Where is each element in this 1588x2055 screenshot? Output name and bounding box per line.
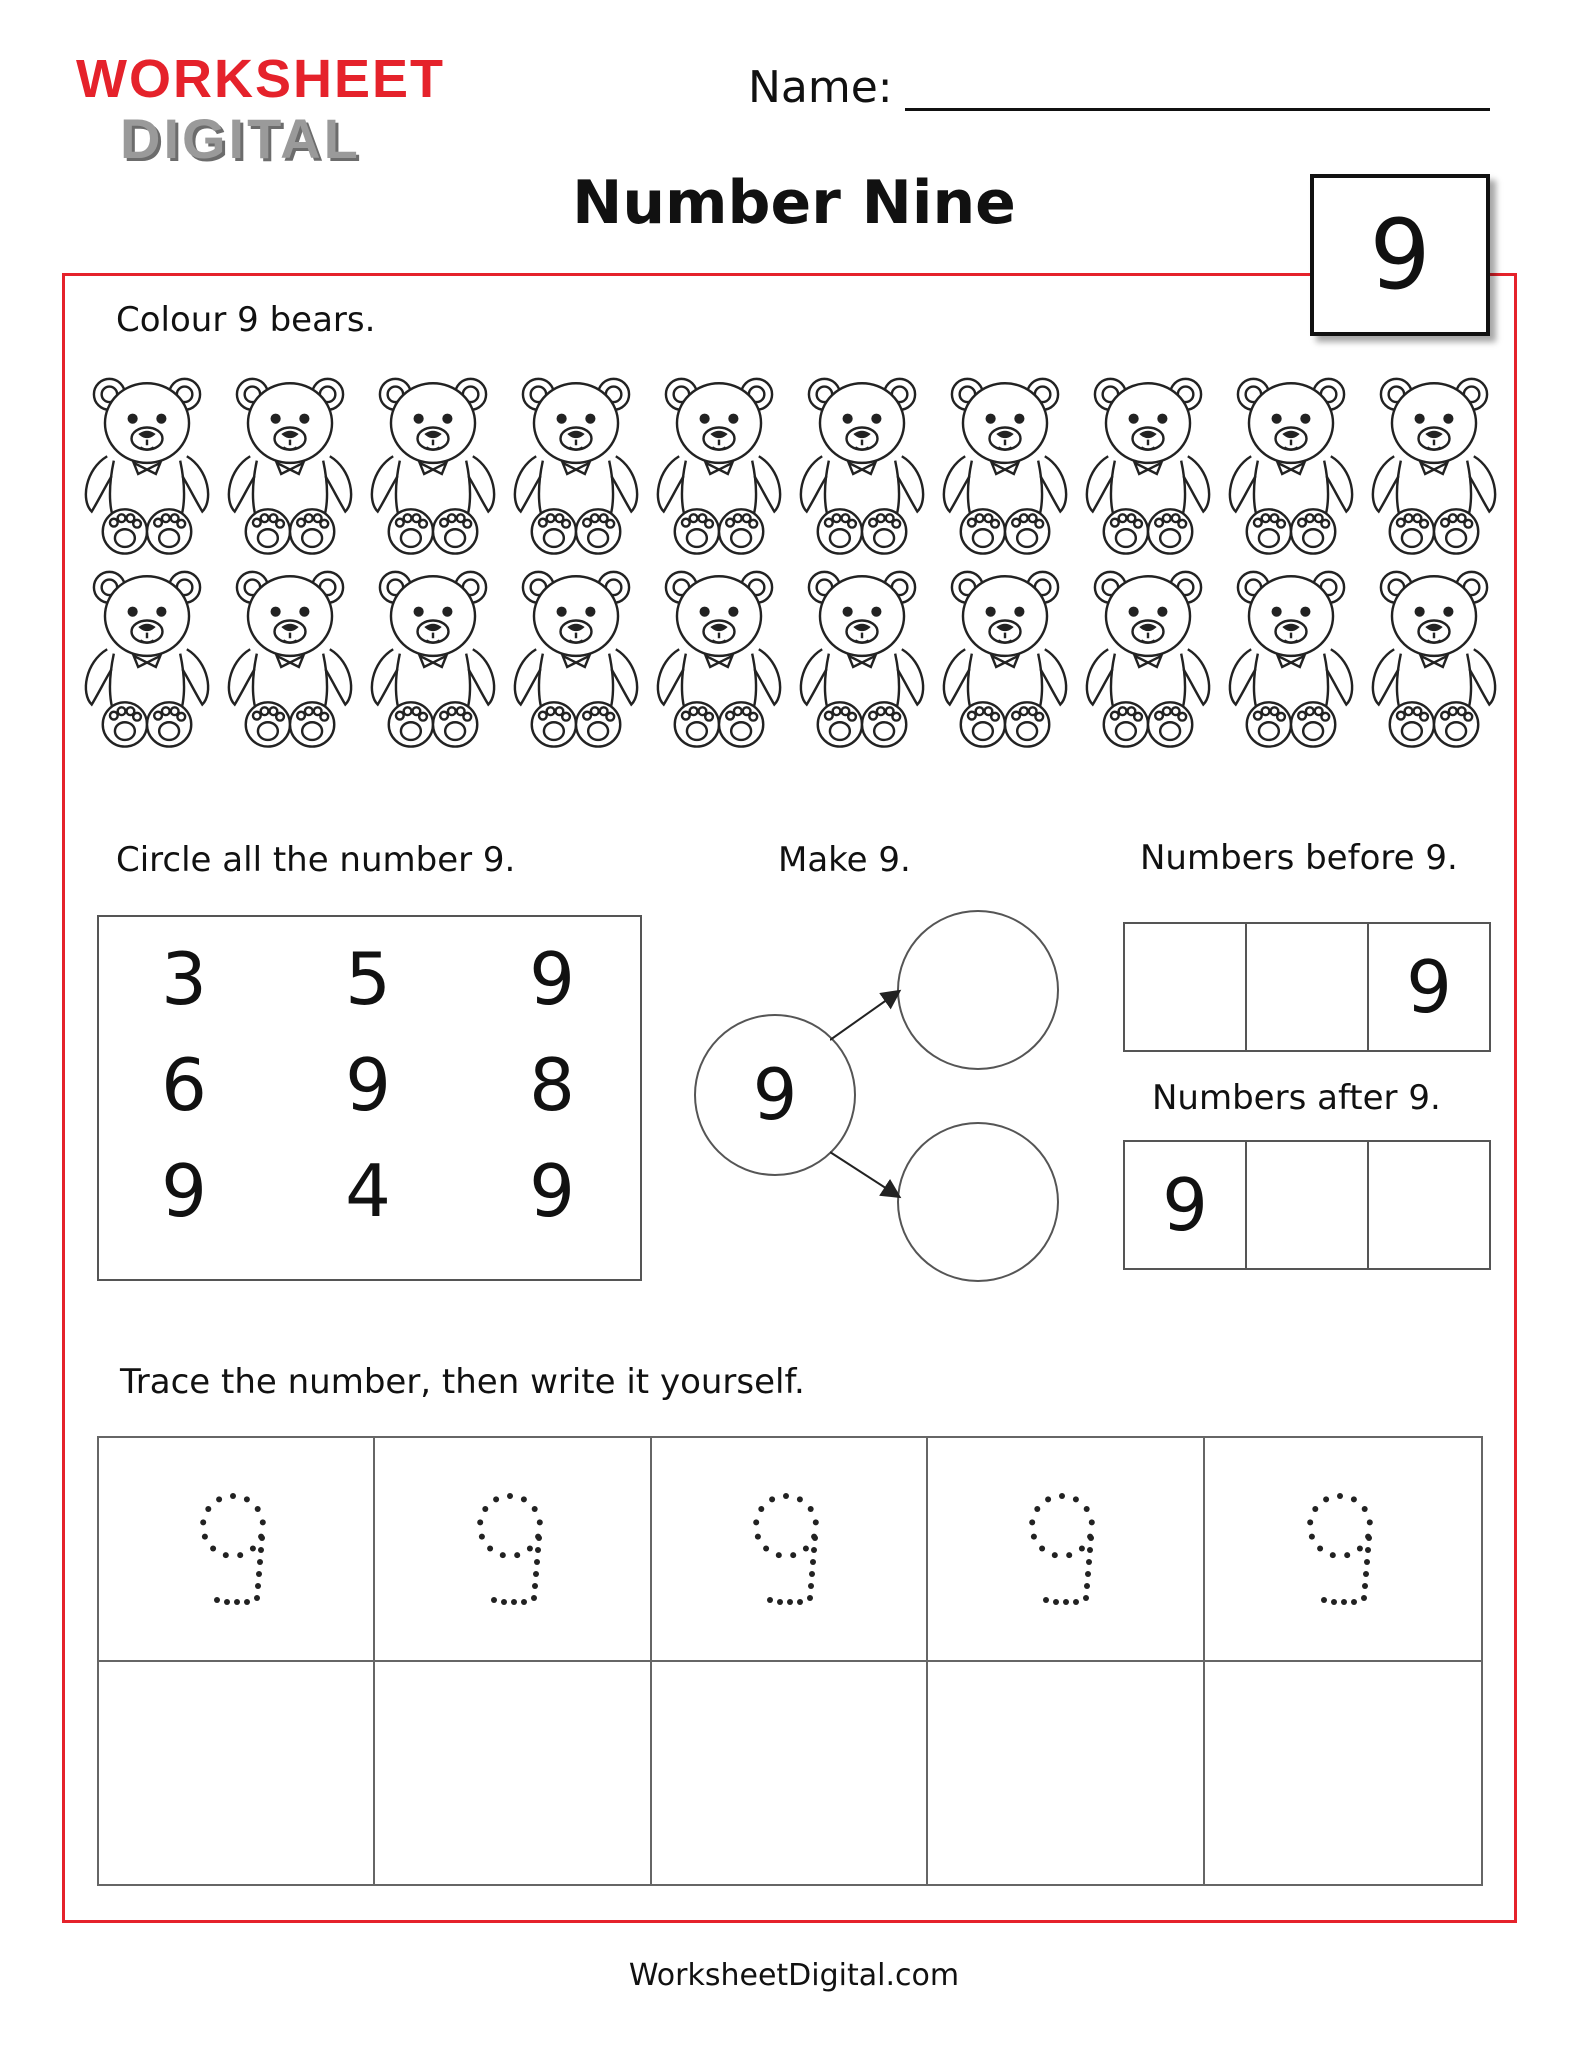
teddy-bear-icon[interactable] bbox=[507, 563, 645, 751]
teddy-bear-icon[interactable] bbox=[78, 370, 216, 558]
write-cell[interactable] bbox=[928, 1662, 1204, 1884]
teddy-bear-icon[interactable] bbox=[1079, 563, 1217, 751]
teddy-bear-icon[interactable] bbox=[793, 563, 931, 751]
write-cell[interactable] bbox=[375, 1662, 651, 1884]
circle-number[interactable]: 9 bbox=[529, 937, 575, 1021]
trace-cell[interactable] bbox=[928, 1438, 1204, 1662]
footer-url: WorksheetDigital.com bbox=[628, 1958, 960, 1993]
after-cell: 9 bbox=[1125, 1142, 1247, 1268]
circle-number[interactable]: 3 bbox=[161, 937, 207, 1021]
after-instruction: Numbers after 9. bbox=[1152, 1078, 1441, 1118]
before-cell[interactable] bbox=[1125, 924, 1247, 1050]
circle-instruction: Circle all the number 9. bbox=[116, 840, 516, 880]
dotted-nine-icon bbox=[1298, 1484, 1388, 1614]
trace-instruction: Trace the number, then write it yourself. bbox=[120, 1362, 805, 1402]
teddy-bear-icon[interactable] bbox=[1222, 563, 1360, 751]
before-cell: 9 bbox=[1406, 945, 1452, 1029]
trace-grid bbox=[97, 1436, 1483, 1886]
make-center-circle: 9 bbox=[694, 1014, 856, 1176]
write-cell[interactable] bbox=[652, 1662, 928, 1884]
circle-number[interactable]: 8 bbox=[529, 1043, 575, 1127]
write-cell[interactable] bbox=[1205, 1662, 1481, 1884]
dotted-nine-icon bbox=[1020, 1484, 1110, 1614]
teddy-bear-icon[interactable] bbox=[936, 370, 1074, 558]
dotted-nine-icon bbox=[191, 1484, 281, 1614]
write-cell[interactable] bbox=[99, 1662, 375, 1884]
teddy-bear-icon[interactable] bbox=[364, 370, 502, 558]
circle-number[interactable]: 9 bbox=[161, 1149, 207, 1233]
bear-grid bbox=[78, 370, 1508, 760]
before-cell[interactable] bbox=[1247, 924, 1369, 1050]
arrow-up bbox=[830, 992, 898, 1040]
teddy-bear-icon[interactable] bbox=[1365, 563, 1503, 751]
trace-cell[interactable] bbox=[652, 1438, 928, 1662]
before-instruction: Numbers before 9. bbox=[1140, 838, 1458, 878]
teddy-bear-icon[interactable] bbox=[650, 370, 788, 558]
make-arrows bbox=[830, 980, 930, 1220]
circle-number[interactable]: 4 bbox=[345, 1149, 391, 1233]
before-boxes bbox=[1123, 922, 1491, 1052]
after-cell[interactable] bbox=[1369, 1142, 1489, 1268]
page-title: Number Nine bbox=[572, 168, 1016, 238]
teddy-bear-icon[interactable] bbox=[78, 563, 216, 751]
teddy-bear-icon[interactable] bbox=[650, 563, 788, 751]
circle-number[interactable]: 9 bbox=[529, 1149, 575, 1233]
circle-number-box bbox=[97, 915, 642, 1281]
circle-number[interactable]: 6 bbox=[161, 1043, 207, 1127]
teddy-bear-icon[interactable] bbox=[364, 563, 502, 751]
trace-cell[interactable] bbox=[1205, 1438, 1481, 1662]
dotted-nine-icon bbox=[468, 1484, 558, 1614]
colour-instruction: Colour 9 bears. bbox=[116, 300, 376, 340]
circle-number[interactable]: 9 bbox=[345, 1043, 391, 1127]
teddy-bear-icon[interactable] bbox=[221, 563, 359, 751]
logo-line-1: WORKSHEET bbox=[76, 49, 445, 109]
teddy-bear-icon[interactable] bbox=[1222, 370, 1360, 558]
circle-number[interactable]: 5 bbox=[345, 937, 391, 1021]
trace-cell[interactable] bbox=[375, 1438, 651, 1662]
after-cell[interactable] bbox=[1247, 1142, 1369, 1268]
dotted-nine-icon bbox=[744, 1484, 834, 1614]
teddy-bear-icon[interactable] bbox=[793, 370, 931, 558]
name-write-line[interactable] bbox=[905, 108, 1490, 111]
teddy-bear-icon[interactable] bbox=[1365, 370, 1503, 558]
digit-badge: 9 bbox=[1310, 174, 1490, 336]
teddy-bear-icon[interactable] bbox=[936, 563, 1074, 751]
name-label: Name: bbox=[748, 62, 893, 113]
make-instruction: Make 9. bbox=[778, 840, 911, 880]
teddy-bear-icon[interactable] bbox=[507, 370, 645, 558]
arrow-down bbox=[830, 1152, 898, 1196]
teddy-bear-icon[interactable] bbox=[1079, 370, 1217, 558]
teddy-bear-icon[interactable] bbox=[221, 370, 359, 558]
after-boxes bbox=[1123, 1140, 1491, 1270]
logo-line-2: DIGITAL bbox=[120, 107, 361, 170]
trace-cell[interactable] bbox=[99, 1438, 375, 1662]
worksheet-digital-logo bbox=[76, 50, 445, 170]
